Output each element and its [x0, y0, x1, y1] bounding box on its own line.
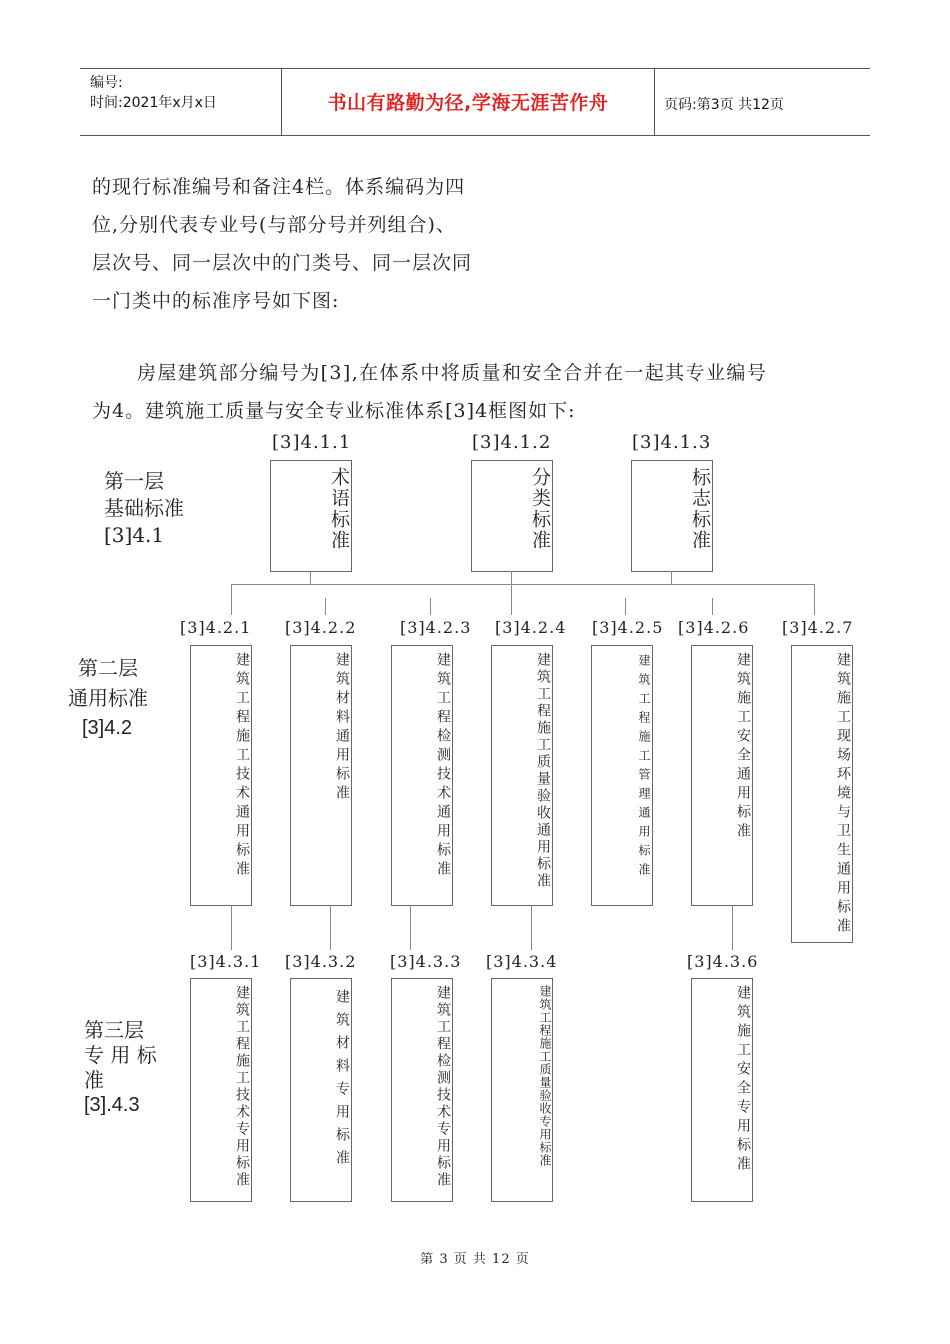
connector — [531, 905, 532, 950]
connector — [330, 905, 331, 950]
header-top-rule — [80, 68, 870, 69]
level2-code-1: [3]4.2.1 — [180, 618, 252, 637]
horizontal-bus — [231, 584, 814, 585]
level-3-line-3: 准 — [84, 1068, 104, 1092]
connector — [430, 598, 431, 615]
connector — [410, 905, 411, 950]
level1-title-2: 分类标准 — [529, 467, 551, 551]
para2-line-1: 房屋建筑部分编号为[3],在体系中将质量和安全合并在一起其专业编号 — [137, 362, 768, 384]
connector — [325, 598, 326, 615]
level3-box-2 — [290, 978, 352, 1202]
header-motto: 书山有路勤为径,学海无涯苦作舟 — [327, 92, 609, 114]
header-divider-right — [654, 68, 655, 136]
body-line-4: 一门类中的标准序号如下图: — [92, 290, 340, 312]
level2-title-5: 建筑工程施工管理通用标准 — [637, 654, 651, 882]
level1-title-1: 术语标准 — [328, 467, 350, 551]
level2-box-1 — [190, 645, 252, 906]
level2-box-2 — [290, 645, 352, 906]
level3-code-3: [3]4.3.3 — [390, 952, 462, 971]
header-bottom-rule — [80, 135, 870, 136]
level2-title-6: 建筑施工安全通用标准 — [735, 652, 751, 842]
serial-label: 编号: — [90, 75, 123, 91]
level2-code-7: [3]4.2.7 — [782, 618, 854, 637]
level2-title-4: 建筑工程施工质量验收通用标准 — [535, 652, 551, 890]
level1-code-3: [3]4.1.3 — [632, 432, 712, 453]
level1-box-1 — [270, 460, 352, 572]
level2-box-5 — [591, 645, 653, 906]
connector — [712, 598, 713, 615]
connector — [511, 571, 512, 615]
level2-box-3 — [391, 645, 453, 906]
page-label: 页码:第3页 共12页 — [664, 97, 784, 113]
level3-title-2: 建筑材料专用标准 — [334, 989, 350, 1173]
level3-box-4 — [491, 978, 553, 1202]
level-1-line-1: 第一层 — [104, 469, 164, 493]
level2-title-1: 建筑工程施工技术通用标准 — [234, 652, 250, 880]
level2-title-7: 建筑施工现场环境与卫生通用标准 — [835, 652, 851, 937]
level3-title-4: 建筑工程施工质量验收专用标准 — [538, 985, 552, 1167]
level3-title-1: 建筑工程施工技术专用标准 — [234, 985, 250, 1189]
level1-code-2: [3]4.1.2 — [472, 432, 552, 453]
level-2-line-2: 通用标准 — [68, 686, 148, 710]
level-1-line-2: 基础标准 — [104, 496, 184, 520]
level-2-line-1: 第二层 — [78, 656, 138, 680]
level-2-line-3: [3]4.2 — [82, 717, 133, 739]
level1-box-3 — [631, 460, 713, 572]
level3-title-5: 建筑施工安全专用标准 — [735, 985, 751, 1175]
level3-code-5: [3]4.3.6 — [687, 952, 759, 971]
level1-code-1: [3]4.1.1 — [272, 432, 352, 453]
level2-title-2: 建筑材料通用标准 — [334, 652, 350, 804]
level-3-line-4: [3].4.3 — [84, 1094, 140, 1116]
time-label: 时间:2021年x月x日 — [90, 95, 217, 111]
level3-box-3 — [391, 978, 453, 1202]
level3-code-4: [3]4.3.4 — [486, 952, 558, 971]
level2-code-2: [3]4.2.2 — [285, 618, 357, 637]
level2-code-5: [3]4.2.5 — [592, 618, 664, 637]
body-line-1: 的现行标准编号和备注4栏。体系编码为四 — [92, 176, 466, 198]
body-line-3: 层次号、同一层次中的门类号、同一层次同 — [92, 252, 473, 274]
level3-title-3: 建筑工程检测技术专用标准 — [435, 985, 451, 1189]
level-3-line-2: 专 用 标 — [84, 1043, 157, 1067]
level-1-line-3: [3]4.1 — [104, 523, 165, 547]
level3-box-1 — [190, 978, 252, 1202]
connector — [231, 584, 232, 615]
connector — [231, 905, 232, 950]
level-1-label — [104, 468, 184, 549]
level2-title-3: 建筑工程检测技术通用标准 — [435, 652, 451, 880]
page-footer: 第 3 页 共 12 页 — [420, 1252, 530, 1267]
connector — [732, 905, 733, 950]
level-3-label — [84, 1018, 157, 1118]
connector — [671, 571, 672, 584]
body-line-2: 位,分别代表专业号(与部分号并列组合)、 — [92, 214, 456, 236]
level3-code-2: [3]4.3.2 — [285, 952, 357, 971]
level2-box-4 — [491, 645, 553, 906]
para2-line-2: 为4。建筑施工质量与安全专业标准体系[3]4框图如下: — [92, 400, 576, 422]
level2-box-6 — [691, 645, 753, 906]
level1-box-2 — [471, 460, 553, 572]
connector — [310, 571, 311, 584]
level-2-label — [68, 653, 148, 743]
level3-code-1: [3]4.3.1 — [190, 952, 262, 971]
level2-box-7 — [791, 645, 853, 943]
level1-title-3: 标志标准 — [689, 467, 711, 551]
level2-code-4: [3]4.2.4 — [495, 618, 567, 637]
level3-box-5 — [691, 978, 753, 1202]
level2-code-6: [3]4.2.6 — [678, 618, 750, 637]
connector — [814, 584, 815, 615]
level2-code-3: [3]4.2.3 — [400, 618, 472, 637]
level-3-line-1: 第三层 — [84, 1018, 144, 1042]
connector — [625, 598, 626, 615]
